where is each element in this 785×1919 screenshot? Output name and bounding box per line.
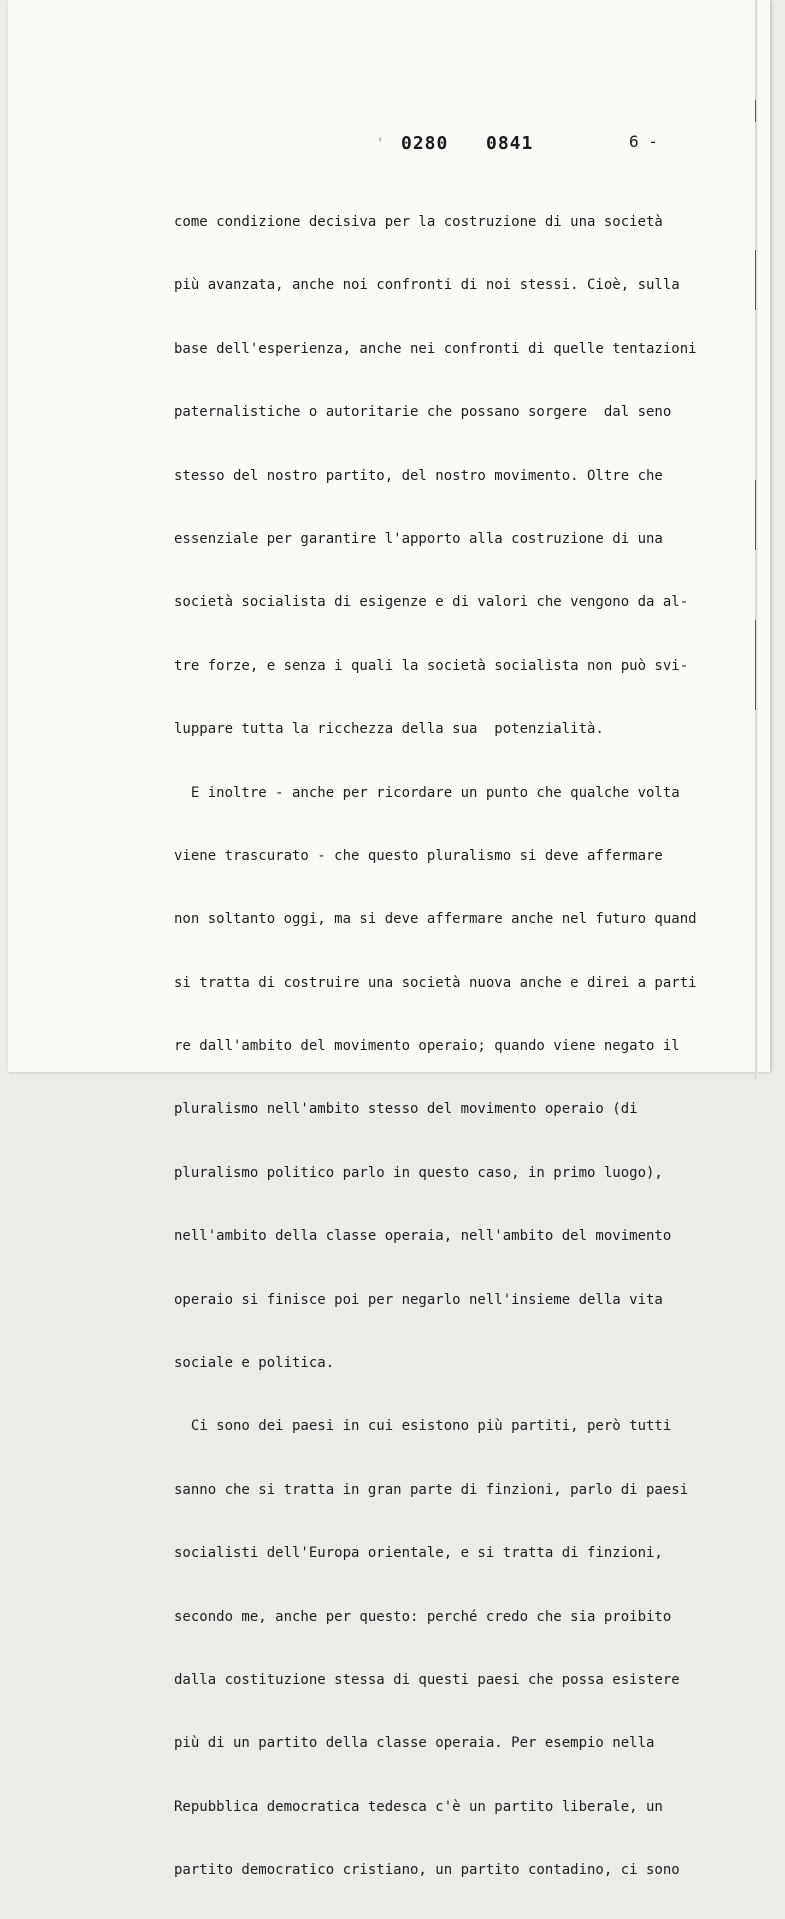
text-line: non soltanto oggi, ma si deve affermare anche nel futuro quand	[174, 911, 697, 928]
text-line: viene trascurato - che questo pluralismo si deve affermare	[174, 847, 663, 864]
text-line: tre forze, e senza i quali la società socialista non può svi-	[174, 657, 689, 674]
text-line: sanno che si tratta in gran parte di finzioni, parlo di paesi	[174, 1481, 689, 1498]
text-line: società socialista di esigenze e di valori che vengono da al-	[174, 594, 689, 611]
text-line: E inoltre - anche per ricordare un punto che qualche volta	[174, 784, 680, 801]
page-header	[8, 130, 770, 160]
text-line: base dell'esperienza, anche nei confronti di quelle tentazioni	[174, 340, 697, 357]
text-line: stesso del nostro partito, del nostro movimento. Oltre che	[174, 467, 663, 484]
edge-mark	[755, 480, 756, 550]
text-line: essenziale per garantire l'apporto alla costruzione di una	[174, 530, 663, 547]
text-line: dalla costituzione stessa di questi paesi che possa esistere	[174, 1671, 680, 1688]
typewritten-body	[174, 175, 784, 1919]
archive-stamp-number-2: 0841	[486, 133, 534, 154]
text-line: Ci sono dei paesi in cui esistono più partiti, però tutti	[174, 1418, 672, 1435]
text-line: pluralismo politico parlo in questo caso, in primo luogo),	[174, 1164, 663, 1181]
tick-mark: '	[376, 136, 385, 152]
edge-mark	[755, 100, 756, 122]
edge-mark	[755, 620, 756, 710]
text-line: pluralismo nell'ambito stesso del movimento operaio (di	[174, 1101, 638, 1118]
text-line: si tratta di costruire una società nuova anche e direi a parti	[174, 974, 697, 991]
paper-page	[8, 0, 770, 1879]
page-number: 6 -	[629, 132, 658, 151]
text-line: nell'ambito della classe operaia, nell'ambito del movimento	[174, 1228, 672, 1245]
text-line: sociale e politica.	[174, 1355, 335, 1372]
text-line: re dall'ambito del movimento operaio; quando viene negato il	[174, 1038, 680, 1055]
text-line: come condizione decisiva per la costruzione di una società	[174, 214, 663, 230]
text-line: più avanzata, anche noi confronti di noi stessi. Cioè, sulla	[174, 277, 680, 294]
edge-mark	[755, 250, 756, 310]
text-line: partito democratico cristiano, un partito contadino, ci sono	[174, 1862, 680, 1879]
text-line: Repubblica democratica tedesca c'è un partito liberale, un	[174, 1798, 663, 1815]
text-line: secondo me, anche per questo: perché credo che sia proibito	[174, 1608, 672, 1625]
text-line: operaio si finisce poi per negarlo nell'insieme della vita	[174, 1291, 663, 1308]
text-line: socialisti dell'Europa orientale, e si tratta di finzioni,	[174, 1545, 663, 1562]
text-line: paternalistiche o autoritarie che possano sorgere dal seno	[174, 404, 672, 421]
archive-stamp-number-1: 0280	[401, 133, 449, 154]
text-line: più di un partito della classe operaia. Per esempio nella	[174, 1735, 655, 1752]
text-line: luppare tutta la ricchezza della sua potenzialità.	[174, 721, 604, 738]
